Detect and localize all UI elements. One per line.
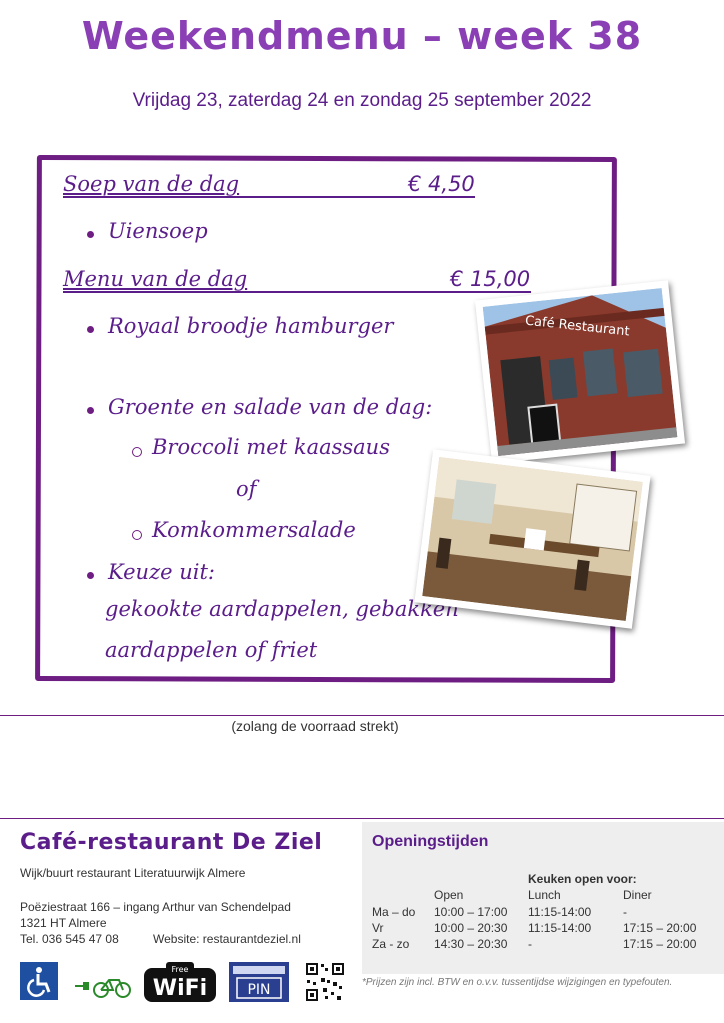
qr-code-icon[interactable] [305,962,345,1002]
interior-image [422,457,643,621]
col-lunch: Lunch [528,888,561,902]
pin-text: PIN [247,982,271,998]
price-disclaimer: *Prijzen zijn incl. BTW en o.v.v. tussentijdse wijzigingen en typefouten. [362,977,673,988]
cafe-name: Café-restaurant De Ziel [20,830,323,855]
soup-label: Soep van de dag [63,172,240,196]
bullet-icon [87,572,94,579]
row-diner: - [623,905,627,919]
divider-line [0,715,724,716]
row-day: Ma – do [372,905,416,919]
stock-note: (zolang de voorraad strekt) [231,718,399,734]
ebike-charging-icon [73,972,133,1000]
row-lunch: - [528,937,532,951]
address-line1: Poëziestraat 166 – ingang Arthur van Schendelpad [20,900,291,914]
choice-line2: aardappelen of friet [105,638,318,662]
row-open: 14:30 – 20:30 [434,937,508,951]
pin-payment-icon [229,962,289,1002]
veg-or: of [236,477,257,501]
day-menu-label: Menu van de dag [63,267,248,291]
page-subtitle: Vrijdag 23, zaterdag 24 en zondag 25 september 2022 [132,90,592,111]
col-diner: Diner [623,888,652,902]
cafe-tagline: Wijk/buurt restaurant Literatuurwijk Almere [20,866,246,880]
row-diner: 17:15 – 20:00 [623,921,697,935]
soup-header [63,172,433,196]
sign-text: Café Restaurant [524,313,631,340]
day-menu-price: € 15,00 [450,267,531,291]
row-open: 10:00 – 17:00 [434,905,508,919]
opening-hours-panel [362,822,724,974]
choice-line1: gekookte aardappelen, gebakken [105,597,459,621]
veg-cucumber: Komkommersalade [152,518,356,542]
photo-interior [414,449,650,629]
row-open: 10:00 – 20:30 [434,921,508,935]
row-diner: 17:15 – 20:00 [623,937,697,951]
footer-divider [0,818,724,819]
row-lunch: 11:15-14:00 [528,921,592,935]
page-title: Weekendmenu – week 38 [81,14,643,58]
day-item-hamburger: Royaal broodje hamburger [108,314,394,338]
day-item-veg: Groente en salade van de dag: [108,395,433,419]
soup-underline [63,196,475,198]
row-day: Za - zo [372,937,410,951]
bullet-icon [87,407,94,414]
wifi-text: WiFi [152,976,208,1001]
soup-item: Uiensoep [108,219,208,243]
sub-bullet-icon [132,530,142,540]
exterior-image [483,288,678,456]
bullet-icon [87,231,94,238]
sub-bullet-icon [132,447,142,457]
wifi-free-text: Free [171,965,189,974]
address-line2: 1321 HT Almere [20,916,107,930]
day-menu-underline [63,291,531,293]
choice-label: Keuze uit: [108,560,215,584]
row-lunch: 11:15-14:00 [528,905,592,919]
kitchen-header: Keuken open voor: [528,872,637,886]
veg-broccoli: Broccoli met kaassaus [152,435,390,459]
opening-hours-title: Openingstijden [372,833,489,850]
soup-price: € 4,50 [408,172,475,196]
phone: Tel. 036 545 47 08 [20,932,119,946]
row-day: Vr [372,921,384,935]
website-link[interactable]: Website: restaurantdeziel.nl [153,932,301,946]
photo-exterior [475,280,685,463]
bullet-icon [87,326,94,333]
free-wifi-icon [144,962,216,1002]
wheelchair-icon [20,962,58,1000]
col-open: Open [434,888,464,902]
